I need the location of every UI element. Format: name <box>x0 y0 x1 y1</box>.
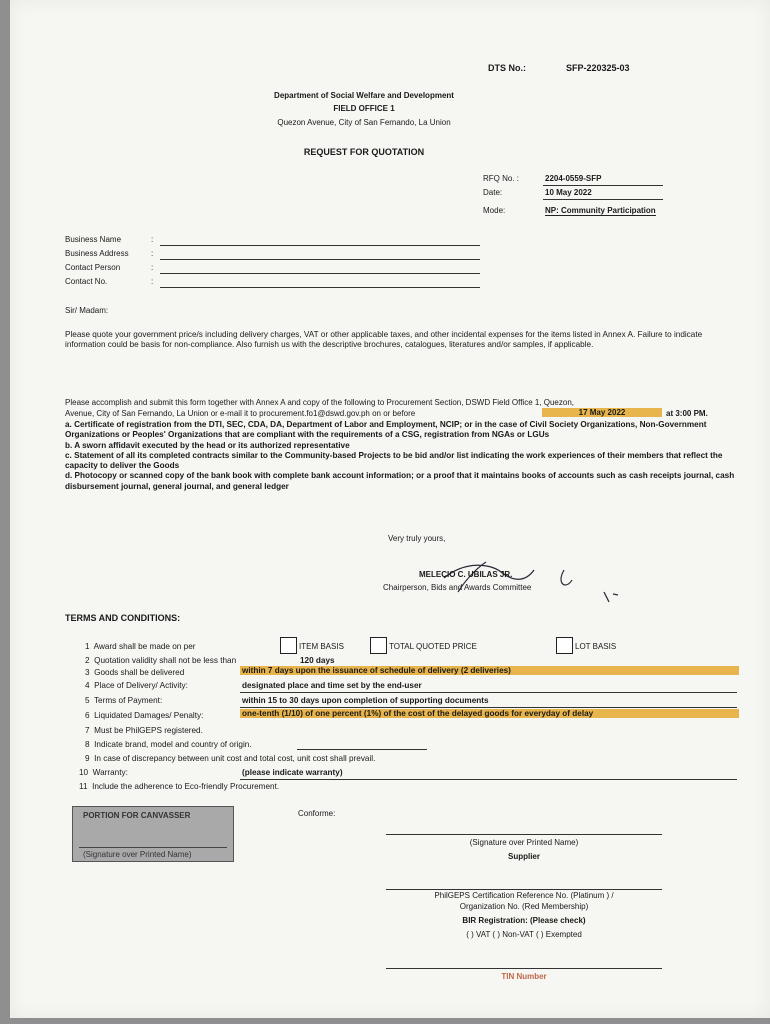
supplier-label: Supplier <box>507 852 540 861</box>
item-basis-label: ITEM BASIS <box>299 642 344 651</box>
supplier-signature-field[interactable] <box>386 834 662 835</box>
deadline-date: 17 May 2022 <box>542 408 662 417</box>
term-item: 11 Include the adherence to Eco-friendly Procurement. <box>79 782 280 791</box>
dts-number: SFP-220325-03 <box>566 63 630 73</box>
term-item: 4 Place of Delivery/ Activity: <box>85 681 188 690</box>
supplier-signature-label: (Signature over Printed Name) <box>469 838 579 847</box>
rfq-no-label: RFQ No. : <box>483 174 520 183</box>
tin-number-label: TIN Number <box>501 972 547 981</box>
liquidated-damages-value: one-tenth (1/10) of one percent (1%) of the cost of the delayed goods for everyday of delay <box>240 709 739 718</box>
field-office: FIELD OFFICE 1 <box>333 104 395 113</box>
field-separator: : <box>151 263 154 272</box>
rfq-document-page <box>10 0 770 1018</box>
dts-label: DTS No.: <box>488 63 526 73</box>
brand-model-origin-field[interactable] <box>297 749 427 750</box>
contact-no-label: Contact No. <box>65 277 108 286</box>
rfq-mode-label: Mode: <box>483 206 506 215</box>
signatory-name: MELECIO C. UBILAS JR. <box>419 570 513 579</box>
field-separator: : <box>151 249 154 258</box>
item-basis-checkbox[interactable] <box>280 637 297 654</box>
bir-registration-label: BIR Registration: (Please check) <box>462 916 586 925</box>
document-title: REQUEST FOR QUOTATION <box>303 147 425 157</box>
quotation-validity-value: 120 days <box>300 656 335 665</box>
requirements-list: a. Certificate of registration from the DTI, SEC, CDA, DA, Department of Labor and Employment, NCIP; or in the case of Civil Society Organizations, Non-Government Organizations or Peoples' Organizations that are compliant with the requirements of a CSG, registration from NGAs or LGUs b. A sworn affidavit executed by the head or its authorized representative c. Statement of all its completed contracts similar to the Community-based Projects to be bid and/or list indicating the work experiences of their members that reflect the capacity to deliver the Goods d. Photocopy or scanned copy of the bank book with complete bank account information; or a proof that it maintains books of accounts such as cash receipts journal, cash disbursement journal, general journal, and general ledger <box>65 420 735 491</box>
philgeps-field[interactable] <box>386 889 662 890</box>
business-address-field[interactable] <box>160 259 480 260</box>
signatory-title: Chairperson, Bids and Awards Committee <box>383 583 532 592</box>
contact-person-label: Contact Person <box>65 263 121 272</box>
term-item: 3 Goods shall be delivered <box>85 668 185 677</box>
office-address: Quezon Avenue, City of San Fernando, La Union <box>277 118 451 127</box>
canvasser-portion-box <box>72 806 234 862</box>
rfq-date-label: Date: <box>483 188 503 197</box>
closing-line: Very truly yours, <box>388 534 446 543</box>
rfq-mode-value: NP: Community Participation <box>545 206 656 215</box>
field-separator: : <box>151 235 154 244</box>
lot-basis-label: LOT BASIS <box>575 642 617 651</box>
salutation: Sir/ Madam: <box>65 306 109 315</box>
contact-person-field[interactable] <box>160 273 480 274</box>
payment-terms-value: within 15 to 30 days upon completion of supporting documents <box>242 696 489 705</box>
rfq-no-value: 2204-0559-SFP <box>545 174 602 183</box>
business-name-label: Business Name <box>65 235 122 244</box>
agency-name: Department of Social Welfare and Development <box>274 91 454 100</box>
philgeps-label: PhilGEPS Certification Reference No. (Platinum ) / <box>434 891 614 900</box>
term-item: 1 Award shall be made on per <box>85 642 196 651</box>
vat-options[interactable]: ( ) VAT ( ) Non-VAT ( ) Exempted <box>466 930 582 939</box>
canvasser-signature-label: (Signature over Printed Name) <box>83 850 192 859</box>
warranty-value: (please indicate warranty) <box>242 768 343 777</box>
terms-heading: TERMS AND CONDITIONS: <box>65 613 181 623</box>
term-item: 2 Quotation validity shall not be less than <box>85 656 237 665</box>
contact-no-field[interactable] <box>160 287 480 288</box>
business-address-label: Business Address <box>65 249 129 258</box>
total-quoted-price-checkbox[interactable] <box>370 637 387 654</box>
delivery-terms-value: within 7 days upon the issuance of schedule of delivery (2 deliveries) <box>240 666 739 675</box>
term-item: 10 Warranty: <box>79 768 128 777</box>
submission-line-1: Please accomplish and submit this form together with Annex A and copy of the following to Procurement Section, DSWD Field Office 1, Quezon, <box>65 398 574 407</box>
term-item: 7 Must be PhilGEPS registered. <box>85 726 203 735</box>
organization-no-label: Organization No. (Red Membership) <box>459 902 589 911</box>
deadline-time: at 3:00 PM. <box>666 409 708 418</box>
term-item: 6 Liquidated Damages/ Penalty: <box>85 711 204 720</box>
tin-field[interactable] <box>386 968 662 969</box>
place-of-delivery-value: designated place and time set by the end-user <box>242 681 422 690</box>
intro-paragraph: Please quote your government price/s including delivery charges, VAT or other applicable taxes, and other incidental expenses for the items listed in Annex A. Failure to indicate information could be basis for non-compliance. Also furnish us with the descriptive brochures, catalogues, literatures and/or samples, if applicable. <box>65 330 703 350</box>
term-item: 9 In case of discrepancy between unit cost and total cost, unit cost shall prevail. <box>85 754 376 763</box>
conforme-label: Conforme: <box>298 809 336 818</box>
term-item: 8 Indicate brand, model and country of origin. <box>85 740 252 749</box>
canvasser-title: PORTION FOR CANVASSER <box>83 811 191 820</box>
business-name-field[interactable] <box>160 245 480 246</box>
term-item: 5 Terms of Payment: <box>85 696 163 705</box>
total-quoted-price-label: TOTAL QUOTED PRICE <box>389 642 477 651</box>
lot-basis-checkbox[interactable] <box>556 637 573 654</box>
rfq-date-value: 10 May 2022 <box>545 188 592 197</box>
field-separator: : <box>151 277 154 286</box>
submission-line-2: Avenue, City of San Fernando, La Union or e-mail it to procurement.fo1@dswd.gov.ph on or before <box>65 409 416 418</box>
